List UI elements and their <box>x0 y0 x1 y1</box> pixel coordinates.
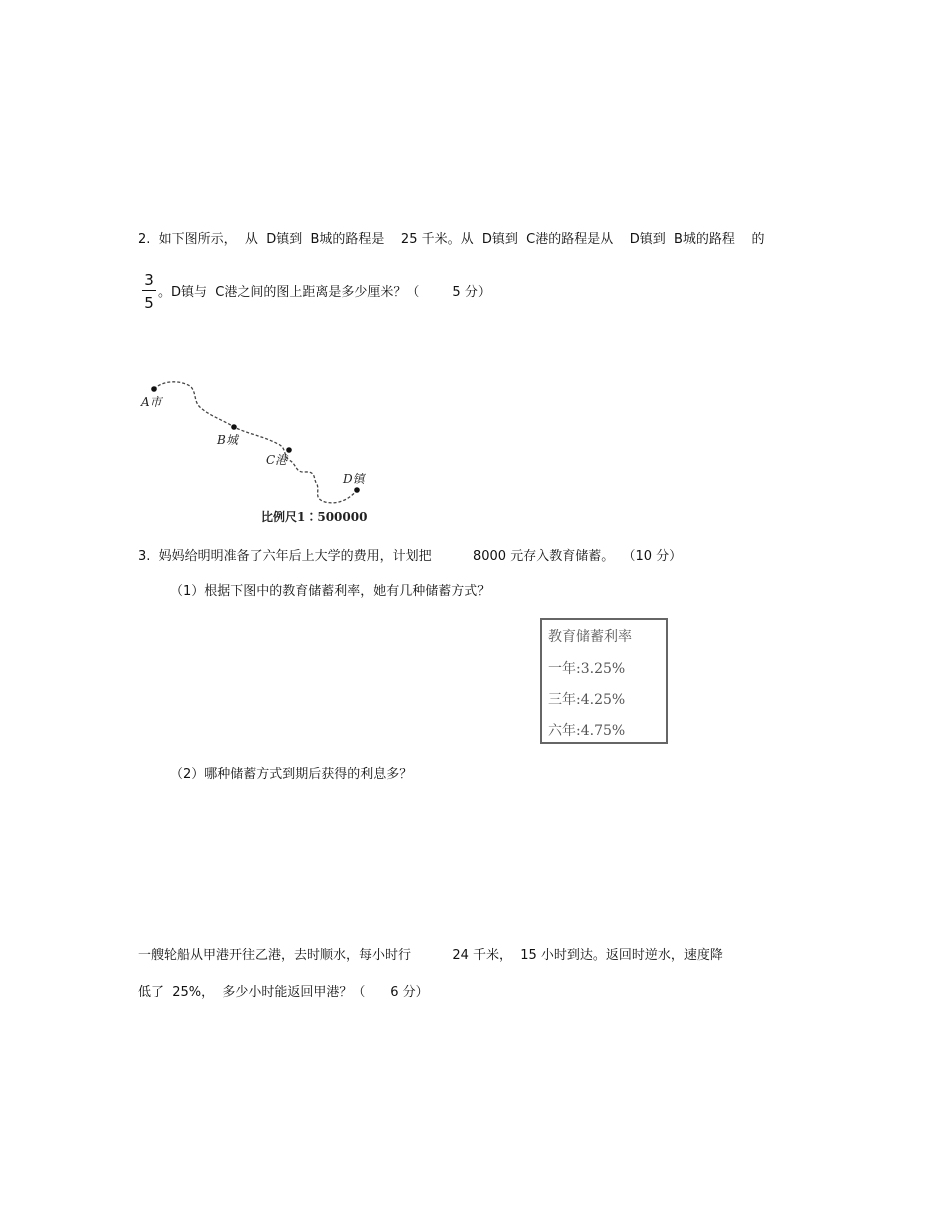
fraction-numerator: 3 <box>144 271 154 289</box>
map-scale: 比例尺1∶500000 <box>261 510 368 524</box>
fraction-three-fifths <box>142 272 156 311</box>
rate-row-three-years: 三年:4.25% <box>548 692 626 708</box>
question-2-line-1: 2. 如下图所示， 从 D镇到 B城的路程是 25 千米。从 D镇到 C港的路程是从 D镇到 B城的路程 的 <box>138 232 765 247</box>
question-4-line-2: 低了 25%， 多少小时能返回甲港？（ 6 分） <box>138 985 429 1000</box>
point-a <box>151 386 157 392</box>
label-d-town: D镇 <box>343 472 365 486</box>
fraction-denominator: 5 <box>144 294 154 312</box>
label-a-city: A市 <box>141 395 162 409</box>
education-savings-rate-table <box>540 618 668 744</box>
point-d <box>354 487 360 493</box>
question-3-sub-2: （2）哪种储蓄方式到期后获得的利息多？ <box>170 767 413 782</box>
point-b <box>231 424 237 430</box>
question-3-line-1: 3. 妈妈给明明准备了六年后上大学的费用，计划把 8000 元存入教育储蓄。 （10 分） <box>138 549 683 564</box>
route-map <box>135 372 375 532</box>
fraction-bar <box>142 290 156 291</box>
label-b-city: B城 <box>217 433 238 447</box>
rate-row-one-year: 一年:3.25% <box>548 661 626 677</box>
rate-table-title: 教育储蓄利率 <box>548 629 632 645</box>
route-path <box>154 382 357 503</box>
point-c <box>286 447 292 453</box>
question-3-sub-1: （1）根据下图中的教育储蓄利率，她有几种储蓄方式？ <box>170 584 491 599</box>
question-4-line-1: 一艘轮船从甲港开往乙港，去时顺水，每小时行 24 千米， 15 小时到达。返回时逆水，速度降 <box>138 948 723 963</box>
label-c-port: C港 <box>266 453 288 467</box>
question-2-line-2: 。D镇与 C港之间的图上距离是多少厘米？（ 5 分） <box>158 285 491 300</box>
rate-row-six-years: 六年:4.75% <box>548 723 626 739</box>
